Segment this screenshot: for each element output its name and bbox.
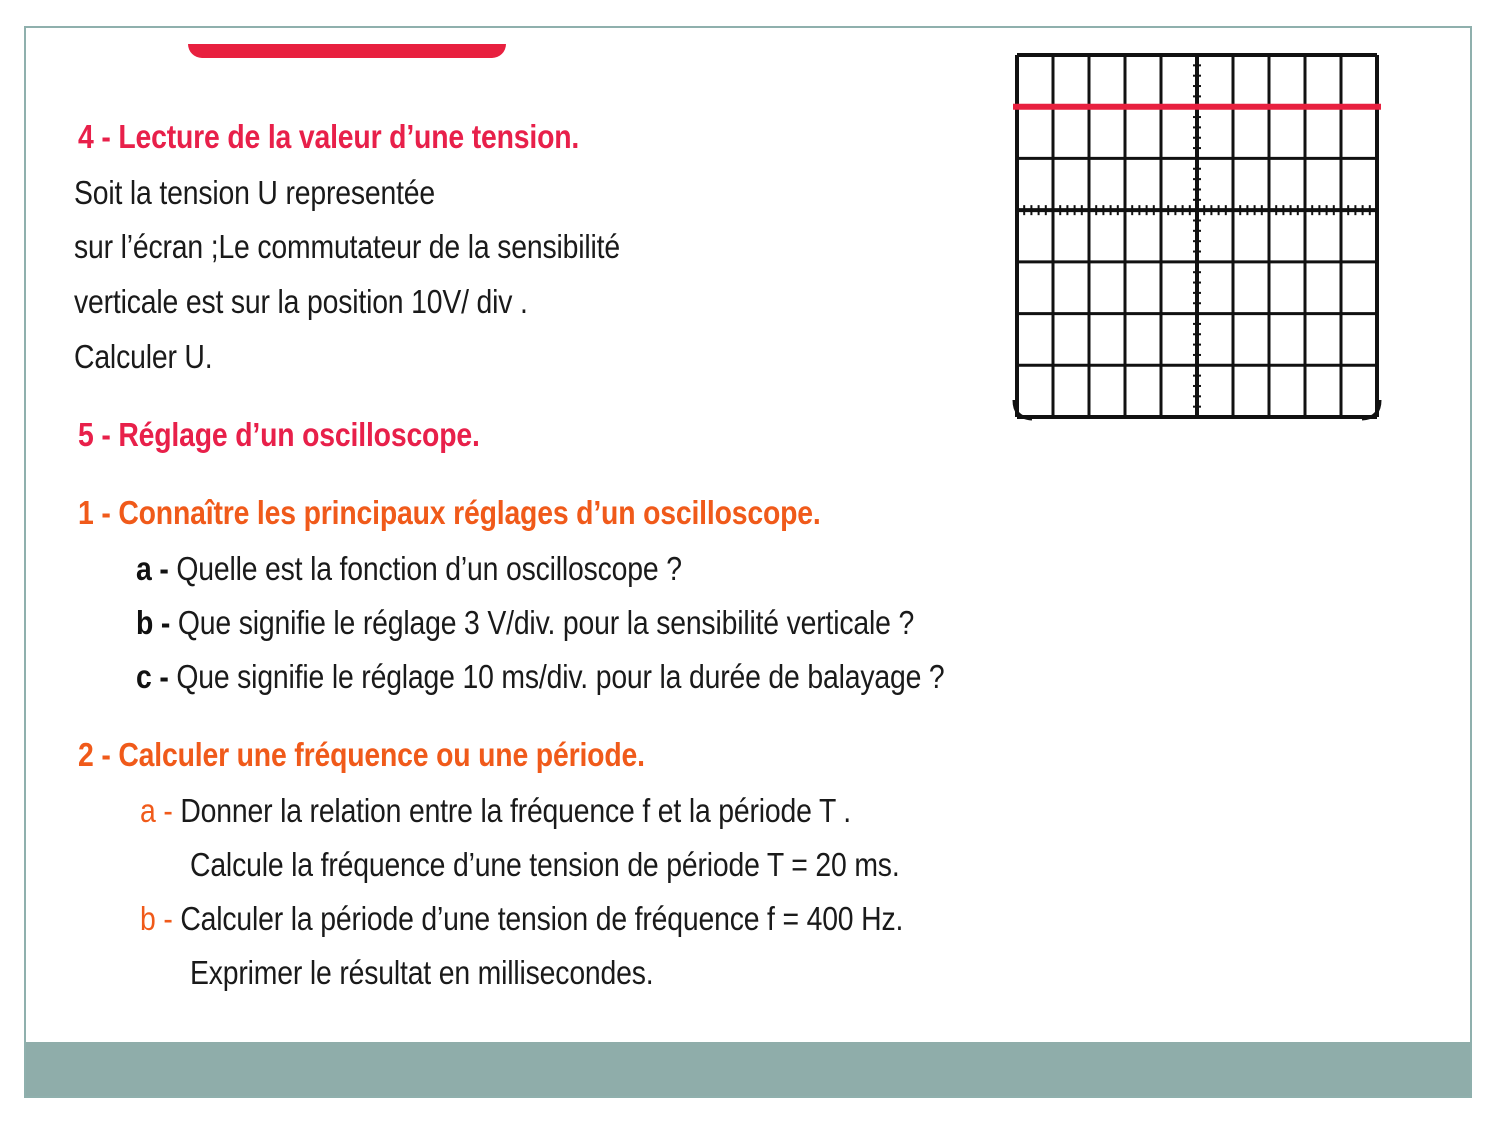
section5-heading: 5 - Réglage d’un oscilloscope. — [78, 416, 480, 453]
part2-item-a-continuation: Calcule la fréquence d’une tension de période T = 20 ms. — [190, 846, 900, 883]
part1-item-a — [136, 550, 682, 588]
item-text: Donner la relation entre la fréquence f et la période T . — [180, 792, 852, 829]
part2-heading: 2 - Calculer une fréquence ou une période. — [78, 736, 645, 773]
slide — [24, 26, 1472, 1098]
part2-item-b-continuation: Exprimer le résultat en millisecondes. — [190, 954, 654, 991]
part1-heading: 1 - Connaître les principaux réglages d’un oscilloscope. — [78, 494, 821, 531]
part2-item-b — [140, 900, 903, 938]
part1-item-c — [136, 658, 945, 696]
footer-bar — [26, 1042, 1470, 1096]
section4-line-4: Calculer U. — [74, 338, 213, 375]
item-text: Que signifie le réglage 3 V/div. pour la sensibilité verticale ? — [177, 604, 915, 641]
part2-item-a — [140, 792, 851, 830]
section4-line-1: Soit la tension U representée — [74, 174, 436, 211]
top-decoration-bar — [188, 44, 506, 58]
oscilloscope-screen — [1012, 50, 1382, 422]
item-letter: b - — [140, 900, 173, 937]
item-letter: b - — [136, 604, 171, 641]
item-text: Calculer la période d’une tension de fréquence f = 400 Hz. — [180, 900, 904, 937]
item-letter: c - — [136, 658, 169, 695]
section4-line-3: verticale est sur la position 10V/ div . — [74, 283, 528, 320]
section4-heading: 4 - Lecture de la valeur d’une tension. — [78, 118, 580, 155]
item-text: Quelle est la fonction d’un oscilloscope ? — [176, 550, 682, 587]
part1-item-b — [136, 604, 914, 642]
section4-line-2: sur l’écran ;Le commutateur de la sensibilité — [74, 228, 620, 265]
item-letter: a - — [140, 792, 173, 829]
item-letter: a - — [136, 550, 169, 587]
item-text: Que signifie le réglage 10 ms/div. pour la durée de balayage ? — [176, 658, 945, 695]
